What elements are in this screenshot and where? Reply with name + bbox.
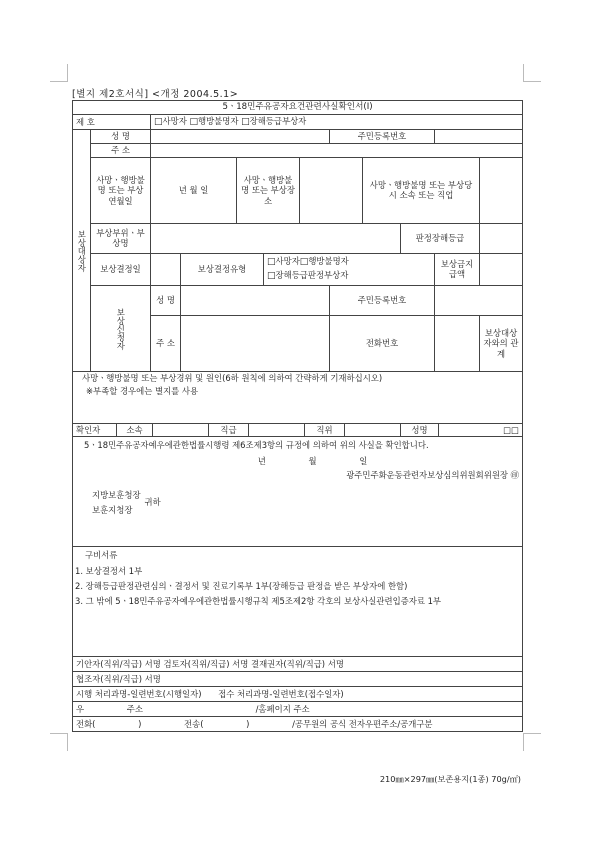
confirmer-position-label: 직위 bbox=[305, 424, 345, 437]
checkbox-deceased[interactable] bbox=[154, 116, 163, 126]
circumstance-note: ※부족할 경우에는 별지를 사용 bbox=[86, 386, 199, 397]
decision-type-label: 보상결정유형 bbox=[181, 253, 264, 285]
payment-label: 보상금지급액 bbox=[435, 253, 480, 285]
approval-row-3: 시행 처리과명-일련번호(시행일자) 접수 처리과명-일련번호(접수일자) bbox=[73, 687, 523, 702]
document-item-3: 3. 그 밖에 5ㆍ18민주유공자예우에관한법률시행규칙 제5조제2항 각호의 보상사실관련입증자료 1부 bbox=[75, 596, 442, 607]
form-number-label: 제 호 bbox=[73, 114, 151, 129]
checkbox-decision-injured[interactable] bbox=[267, 270, 276, 280]
applicant-name-field[interactable] bbox=[181, 285, 330, 315]
confirmer-affiliation-label: 소속 bbox=[117, 424, 153, 437]
applicant-name-label: 성 명 bbox=[151, 285, 181, 315]
target-section-label: 보상대상자 bbox=[73, 129, 91, 371]
statement-box bbox=[73, 437, 523, 547]
crop-mark-bottom-right bbox=[523, 733, 541, 751]
recipient-regional-office: 지방보훈청장 bbox=[92, 490, 141, 501]
approval-row-5: 전화( ) 전송( ) /공무원의 공식 전자우편주소/공개구분 bbox=[73, 717, 523, 732]
applicant-resident-no-label: 주민등록번호 bbox=[330, 285, 435, 315]
applicant-section-label: 보상신청자 bbox=[91, 285, 151, 371]
statement-recipient bbox=[76, 488, 519, 517]
approval-row-1: 기안자(직위/직급) 서명 검토자(직위/직급) 서명 결재권자(직위/직급) 서명 bbox=[73, 657, 523, 672]
circumstance-box[interactable] bbox=[73, 371, 523, 423]
affiliation-label: 사망ㆍ행방불명 또는 부상당시 소속 또는 직업 bbox=[363, 157, 480, 223]
document-item-1: 1. 보상결정서 1부 bbox=[75, 565, 143, 576]
crop-mark-top-left bbox=[50, 64, 68, 82]
affiliation-field[interactable] bbox=[480, 157, 523, 223]
checkbox-missing[interactable] bbox=[189, 116, 198, 126]
recipient-branch-office: 보훈지청장 bbox=[92, 504, 133, 515]
confirmer-affiliation-field[interactable] bbox=[153, 424, 209, 437]
confirmation-form bbox=[72, 100, 523, 732]
injury-label: 부상부위ㆍ부상명 bbox=[91, 223, 151, 253]
confirmer-name-field[interactable]: □□ bbox=[503, 424, 520, 435]
target-name-label: 성 명 bbox=[91, 129, 151, 143]
statement-text: 5ㆍ18민주유공자예우에관한법률시행령 제6조제3항의 규정에 의하여 위의 사실을 확인합니다. bbox=[84, 440, 429, 451]
applicant-address-field[interactable] bbox=[181, 315, 330, 371]
decision-type-options: □ 사망자□ 행방불명자 □ 장해등급판정부상자 bbox=[264, 253, 435, 285]
statement-date[interactable]: 년 월 일 bbox=[257, 456, 368, 467]
target-address-label: 주 소 bbox=[91, 143, 151, 157]
target-resident-no-label: 주민등록번호 bbox=[330, 129, 435, 143]
incident-place-field[interactable] bbox=[300, 157, 363, 223]
incident-place-label: 사망ㆍ행방불명 또는 부상장소 bbox=[237, 157, 300, 223]
grade-label: 판정장해등급 bbox=[401, 223, 480, 253]
confirmer-grade-label: 직급 bbox=[209, 424, 249, 437]
crop-mark-top-right bbox=[523, 64, 541, 82]
form-title: 5ㆍ18민주유공자요건관련사실확인서(I) bbox=[73, 101, 523, 115]
form-header: [별지 제2호서식] <개정 2004.5.1> bbox=[72, 89, 239, 100]
category-options: □ 사망자 □ 행방불명자 □ 장해등급부상자 bbox=[151, 114, 523, 129]
applicant-resident-no-field[interactable] bbox=[435, 285, 523, 315]
applicant-relation-label: 보상대상자와의 관계 bbox=[480, 315, 523, 371]
checkbox-injured[interactable] bbox=[241, 116, 250, 126]
documents-box bbox=[73, 547, 523, 657]
recipient-suffix: 귀하 bbox=[144, 497, 161, 508]
target-resident-no-field[interactable] bbox=[435, 129, 523, 143]
grade-field[interactable] bbox=[480, 223, 523, 253]
confirmer-label: 확인자 bbox=[73, 424, 117, 437]
confirmer-name-label: 성명 bbox=[401, 424, 439, 437]
approval-row-4: 우 주소 /홈페이지 주소 bbox=[73, 702, 523, 717]
statement-issuer: 광주민주화운동관련자보상심의위원회위원장 ㊞ bbox=[346, 469, 520, 480]
target-address-field[interactable] bbox=[151, 143, 523, 157]
applicant-phone-label: 전화번호 bbox=[330, 315, 435, 371]
incident-date-label: 사망ㆍ행방불명 또는 부상연월일 bbox=[91, 157, 151, 223]
confirmer-position-field[interactable] bbox=[345, 424, 401, 437]
confirmer-grade-field[interactable] bbox=[249, 424, 305, 437]
crop-mark-bottom-left bbox=[50, 733, 68, 751]
circumstance-instruction: 사망ㆍ행방불명 또는 부상경위 및 원인(6하 원칙에 의하여 간략하게 기재하십시오) bbox=[82, 372, 383, 383]
confirmer-row bbox=[73, 423, 523, 437]
approval-row-2: 협조자(직위/직급) 서명 bbox=[73, 672, 523, 687]
applicant-address-label: 주 소 bbox=[151, 315, 181, 371]
checkbox-decision-deceased[interactable] bbox=[267, 256, 276, 266]
document-item-2: 2. 장해등급판정관련심의ㆍ결정서 및 진료기록부 1부(장해등급 판정을 받은 부상자에 한함) bbox=[75, 581, 408, 592]
applicant-phone-field[interactable] bbox=[435, 315, 480, 371]
paper-size-note: 210㎜×297㎜(보존용지(1종) 70g/㎡) bbox=[379, 774, 521, 784]
target-name-field[interactable] bbox=[151, 129, 330, 143]
decision-date-field[interactable] bbox=[151, 253, 181, 285]
documents-title: 구비서류 bbox=[85, 550, 118, 561]
incident-date-value[interactable]: 년 월 일 bbox=[151, 157, 237, 223]
payment-field[interactable] bbox=[480, 253, 523, 285]
decision-date-label: 보상결정일 bbox=[91, 253, 151, 285]
injury-field[interactable] bbox=[151, 223, 401, 253]
